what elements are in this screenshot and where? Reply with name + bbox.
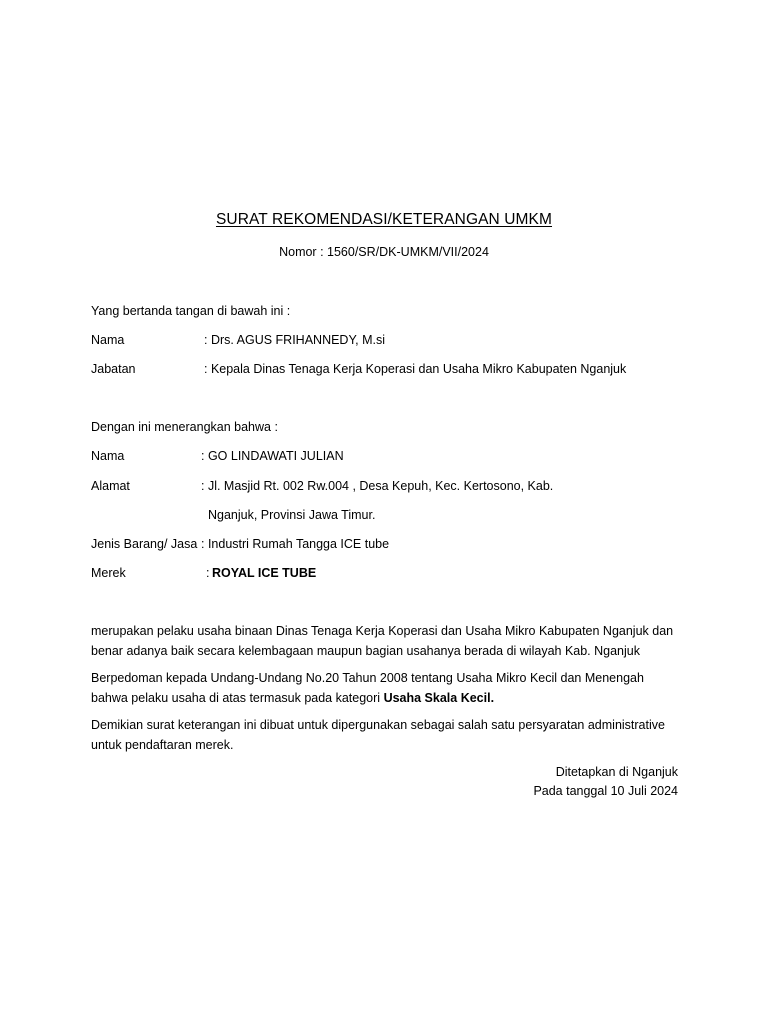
document-number: Nomor : 1560/SR/DK-UMKM/VII/2024 xyxy=(279,245,489,259)
paragraph-2-line-2 xyxy=(91,688,691,708)
document-title: SURAT REKOMENDASI/KETERANGAN UMKM xyxy=(215,211,553,228)
subject-name-value: : GO LINDAWATI JULIAN xyxy=(201,449,344,463)
subject-brand-colon: : xyxy=(206,566,210,580)
paragraph-3-line-1: Demikian surat keterangan ini dibuat untuk dipergunakan sebagai salah satu persyaratan administrative xyxy=(91,718,665,732)
signer-name-value: : Drs. AGUS FRIHANNEDY, M.si xyxy=(204,333,386,347)
signer-position-label: Jabatan xyxy=(91,362,136,376)
intro-text: Yang bertanda tangan di bawah ini : xyxy=(91,304,291,318)
paragraph-1 xyxy=(91,621,691,661)
paragraph-2-line-2-text: bahwa pelaku usaha di atas termasuk pada kategori xyxy=(91,691,381,705)
signer-name-label: Nama xyxy=(91,333,125,347)
paragraph-2-line-1: Berpedoman kepada Undang-Undang No.20 Tahun 2008 tentang Usaha Mikro Kecil dan Menengah xyxy=(91,671,644,685)
subject-type-label: Jenis Barang/ Jasa xyxy=(91,537,198,551)
closing-date: Pada tanggal 10 Juli 2024 xyxy=(533,784,678,798)
paragraph-3 xyxy=(91,715,691,755)
subject-brand-value: ROYAL ICE TUBE xyxy=(212,566,317,580)
business-category: Usaha Skala Kecil. xyxy=(383,691,495,705)
statement-intro: Dengan ini menerangkan bahwa : xyxy=(91,420,278,434)
signer-position-value: : Kepala Dinas Tenaga Kerja Koperasi dan Usaha Mikro Kabupaten Nganjuk xyxy=(204,362,627,376)
closing-place: Ditetapkan di Nganjuk xyxy=(555,765,678,779)
paragraph-1-line-2: benar adanya baik secara kelembagaan maupun bagian usahanya berada di wilayah Kab. Nganjuk xyxy=(91,644,640,658)
subject-name-label: Nama xyxy=(91,449,125,463)
subject-type-value: : Industri Rumah Tangga ICE tube xyxy=(201,537,390,551)
subject-address-line2: Nganjuk, Provinsi Jawa Timur. xyxy=(208,508,376,522)
subject-address-label: Alamat xyxy=(91,479,130,493)
paragraph-3-line-2: untuk pendaftaran merek. xyxy=(91,738,234,752)
subject-address-line1: : Jl. Masjid Rt. 002 Rw.004 , Desa Kepuh, Kec. Kertosono, Kab. xyxy=(201,479,554,493)
paragraph-1-line-1: merupakan pelaku usaha binaan Dinas Tenaga Kerja Koperasi dan Usaha Mikro Kabupaten Nganjuk dan xyxy=(91,624,674,638)
paragraph-2 xyxy=(91,668,691,708)
subject-brand-label: Merek xyxy=(91,566,126,580)
